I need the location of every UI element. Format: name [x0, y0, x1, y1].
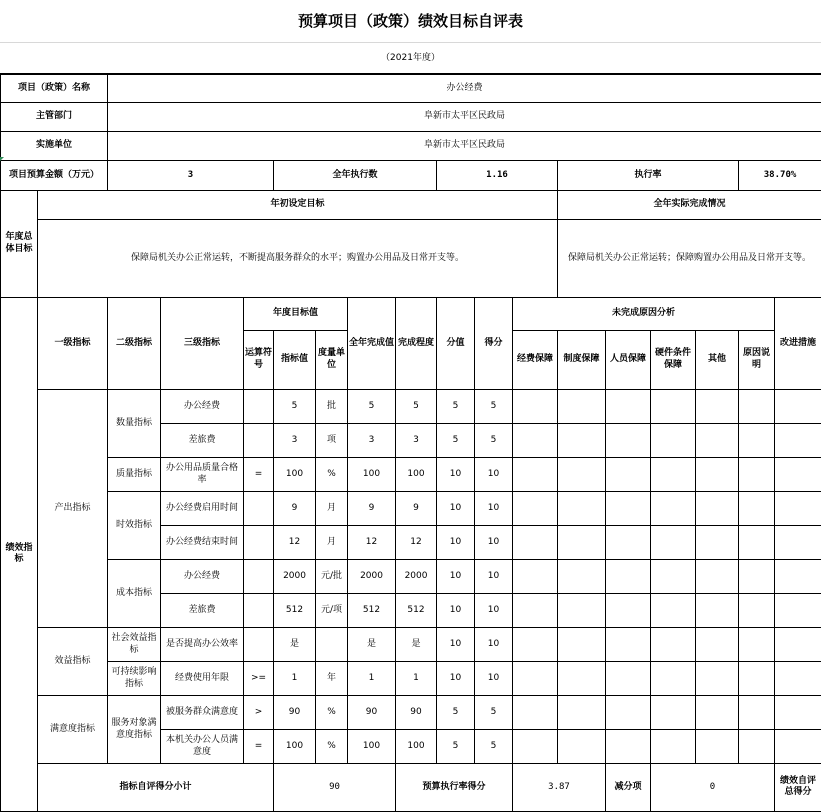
indicator-unit: 项: [316, 424, 348, 458]
indicator-unit: [316, 628, 348, 662]
header-target-group: 年度目标值: [244, 298, 348, 331]
indicator-score: 10: [475, 458, 513, 492]
indicator-name: 经费使用年限: [161, 662, 244, 696]
indicator-score: 10: [475, 526, 513, 560]
level2-social: 社会效益指标: [108, 628, 161, 662]
indicator-op: [244, 628, 274, 662]
indicator-actual: 100: [348, 458, 396, 492]
header-reason-note: 原因说明: [739, 331, 775, 390]
level2-quantity: 数量指标: [108, 390, 161, 458]
dept-value: 阜新市太平区民政局: [108, 103, 821, 132]
indicator-degree: 12: [396, 526, 437, 560]
level2-cost: 成本指标: [108, 560, 161, 628]
indicator-name: 办公经费结束时间: [161, 526, 244, 560]
indicator-unit: 批: [316, 390, 348, 424]
deduct-value: 0: [651, 764, 775, 812]
header-level2: 二级指标: [108, 298, 161, 390]
header-level1: 一级指标: [38, 298, 108, 390]
indicator-name: 差旅费: [161, 424, 244, 458]
rate-value: 38.70%: [739, 161, 821, 191]
indicator-actual: 512: [348, 594, 396, 628]
indicator-weight: 5: [437, 424, 475, 458]
level1-satisfaction: 满意度指标: [38, 696, 108, 764]
indicator-target: 90: [274, 696, 316, 730]
rate-label: 执行率: [558, 161, 739, 191]
header-actual: 全年完成值: [348, 298, 396, 390]
indicator-weight: 10: [437, 492, 475, 526]
indicator-weight: 10: [437, 526, 475, 560]
indicator-name: 差旅费: [161, 594, 244, 628]
indicator-name: 办公经费启用时间: [161, 492, 244, 526]
exec-label: 全年执行数: [274, 161, 437, 191]
indicator-actual: 2000: [348, 560, 396, 594]
indicator-score: 10: [475, 628, 513, 662]
indicator-op: >: [244, 696, 274, 730]
indicator-op: [244, 492, 274, 526]
indicator-op: =: [244, 458, 274, 492]
budget-score-value: 3.87: [513, 764, 606, 812]
indicator-degree: 是: [396, 628, 437, 662]
indicator-score: 5: [475, 390, 513, 424]
indicator-weight: 10: [437, 662, 475, 696]
indicator-name: 办公用品质量合格率: [161, 458, 244, 492]
indicator-unit: 年: [316, 662, 348, 696]
evaluation-table: [0, 74, 821, 812]
indicator-target: 是: [274, 628, 316, 662]
project-name-label: 项目（政策）名称: [1, 75, 108, 103]
indicator-name: 办公经费: [161, 390, 244, 424]
unit-value: 阜新市太平区民政局: [108, 132, 821, 161]
header-op: 运算符号: [244, 331, 274, 390]
indicator-actual: 90: [348, 696, 396, 730]
header-reason-system: 制度保障: [558, 331, 606, 390]
fiscal-year: （2021年度）: [0, 43, 821, 74]
indicator-target: 100: [274, 458, 316, 492]
indicator-target: 9: [274, 492, 316, 526]
page-title: 预算项目（政策）绩效目标自评表: [0, 0, 821, 43]
indicator-degree: 90: [396, 696, 437, 730]
budget-score-label: 预算执行率得分: [396, 764, 513, 812]
indicator-degree: 100: [396, 730, 437, 764]
actual-completion-text: 保障局机关办公正常运转；保障购置办公用品及日常开支等。: [558, 220, 821, 298]
indicator-target: 1: [274, 662, 316, 696]
indicator-op: =: [244, 730, 274, 764]
level2-quality: 质量指标: [108, 458, 161, 492]
header-reason-other: 其他: [696, 331, 739, 390]
indicator-name: 本机关办公人员满意度: [161, 730, 244, 764]
indicator-op: [244, 424, 274, 458]
indicator-unit: 元/批: [316, 560, 348, 594]
deduct-label: 减分项: [606, 764, 651, 812]
indicator-actual: 9: [348, 492, 396, 526]
indicator-unit: 月: [316, 526, 348, 560]
indicator-degree: 5: [396, 390, 437, 424]
budget-value: 3: [108, 161, 274, 191]
indicator-weight: 10: [437, 628, 475, 662]
perf-indicator-label: 绩效指标: [1, 298, 38, 812]
budget-label: 项目预算金额（万元）: [1, 161, 108, 191]
indicator-unit: 元/项: [316, 594, 348, 628]
header-unit: 度量单位: [316, 331, 348, 390]
indicator-weight: 5: [437, 696, 475, 730]
indicator-score: 5: [475, 730, 513, 764]
level1-benefit: 效益指标: [38, 628, 108, 696]
level2-service: 服务对象满意度指标: [108, 696, 161, 764]
indicator-score: 10: [475, 560, 513, 594]
indicator-weight: 10: [437, 594, 475, 628]
indicator-target: 3: [274, 424, 316, 458]
indicator-unit: %: [316, 458, 348, 492]
indicator-unit: %: [316, 696, 348, 730]
indicator-name: 被服务群众满意度: [161, 696, 244, 730]
dept-label: 主管部门: [1, 103, 108, 132]
indicator-actual: 5: [348, 390, 396, 424]
indicator-weight: 10: [437, 560, 475, 594]
project-name-value: 办公经费: [108, 75, 821, 103]
indicator-score: 5: [475, 424, 513, 458]
header-score: 得分: [475, 298, 513, 390]
header-degree: 完成程度: [396, 298, 437, 390]
level1-output: 产出指标: [38, 390, 108, 628]
subtotal-value: 90: [274, 764, 396, 812]
indicator-weight: 5: [437, 390, 475, 424]
cell-marker-icon: [0, 157, 4, 161]
indicator-degree: 3: [396, 424, 437, 458]
indicator-target: 2000: [274, 560, 316, 594]
indicator-unit: 月: [316, 492, 348, 526]
header-weight: 分值: [437, 298, 475, 390]
indicator-actual: 3: [348, 424, 396, 458]
indicator-actual: 1: [348, 662, 396, 696]
header-target: 指标值: [274, 331, 316, 390]
indicator-name: 是否提高办公效率: [161, 628, 244, 662]
indicator-target: 5: [274, 390, 316, 424]
total-label: 绩效自评总得分: [775, 764, 821, 812]
indicator-actual: 是: [348, 628, 396, 662]
header-reason-staff: 人员保障: [606, 331, 651, 390]
indicator-target: 512: [274, 594, 316, 628]
indicator-weight: 10: [437, 458, 475, 492]
indicator-degree: 512: [396, 594, 437, 628]
header-reason-hardware: 硬件条件保障: [651, 331, 696, 390]
indicator-score: 10: [475, 594, 513, 628]
annual-goal-label: 年度总体目标: [1, 191, 38, 298]
header-level3: 三级指标: [161, 298, 244, 390]
indicator-unit: %: [316, 730, 348, 764]
actual-completion-header: 全年实际完成情况: [558, 191, 821, 220]
indicator-weight: 5: [437, 730, 475, 764]
indicator-score: 10: [475, 662, 513, 696]
indicator-op: [244, 390, 274, 424]
header-improve: 改进措施: [775, 298, 821, 390]
level2-time: 时效指标: [108, 492, 161, 560]
indicator-score: 10: [475, 492, 513, 526]
indicator-score: 5: [475, 696, 513, 730]
level2-sustain: 可持续影响指标: [108, 662, 161, 696]
indicator-target: 12: [274, 526, 316, 560]
set-goal-header: 年初设定目标: [38, 191, 558, 220]
indicator-degree: 100: [396, 458, 437, 492]
indicator-op: >=: [244, 662, 274, 696]
subtotal-label: 指标自评得分小计: [38, 764, 274, 812]
unit-label: 实施单位: [1, 132, 108, 161]
header-reason-group: 未完成原因分析: [513, 298, 775, 331]
set-goal-text: 保障局机关办公正常运转，不断提高服务群众的水平；购置办公用品及日常开支等。: [38, 220, 558, 298]
indicator-degree: 2000: [396, 560, 437, 594]
indicator-target: 100: [274, 730, 316, 764]
indicator-actual: 12: [348, 526, 396, 560]
exec-value: 1.16: [437, 161, 558, 191]
indicator-degree: 1: [396, 662, 437, 696]
indicator-op: [244, 560, 274, 594]
indicator-name: 办公经费: [161, 560, 244, 594]
indicator-degree: 9: [396, 492, 437, 526]
header-reason-funding: 经费保障: [513, 331, 558, 390]
indicator-op: [244, 594, 274, 628]
indicator-op: [244, 526, 274, 560]
indicator-actual: 100: [348, 730, 396, 764]
